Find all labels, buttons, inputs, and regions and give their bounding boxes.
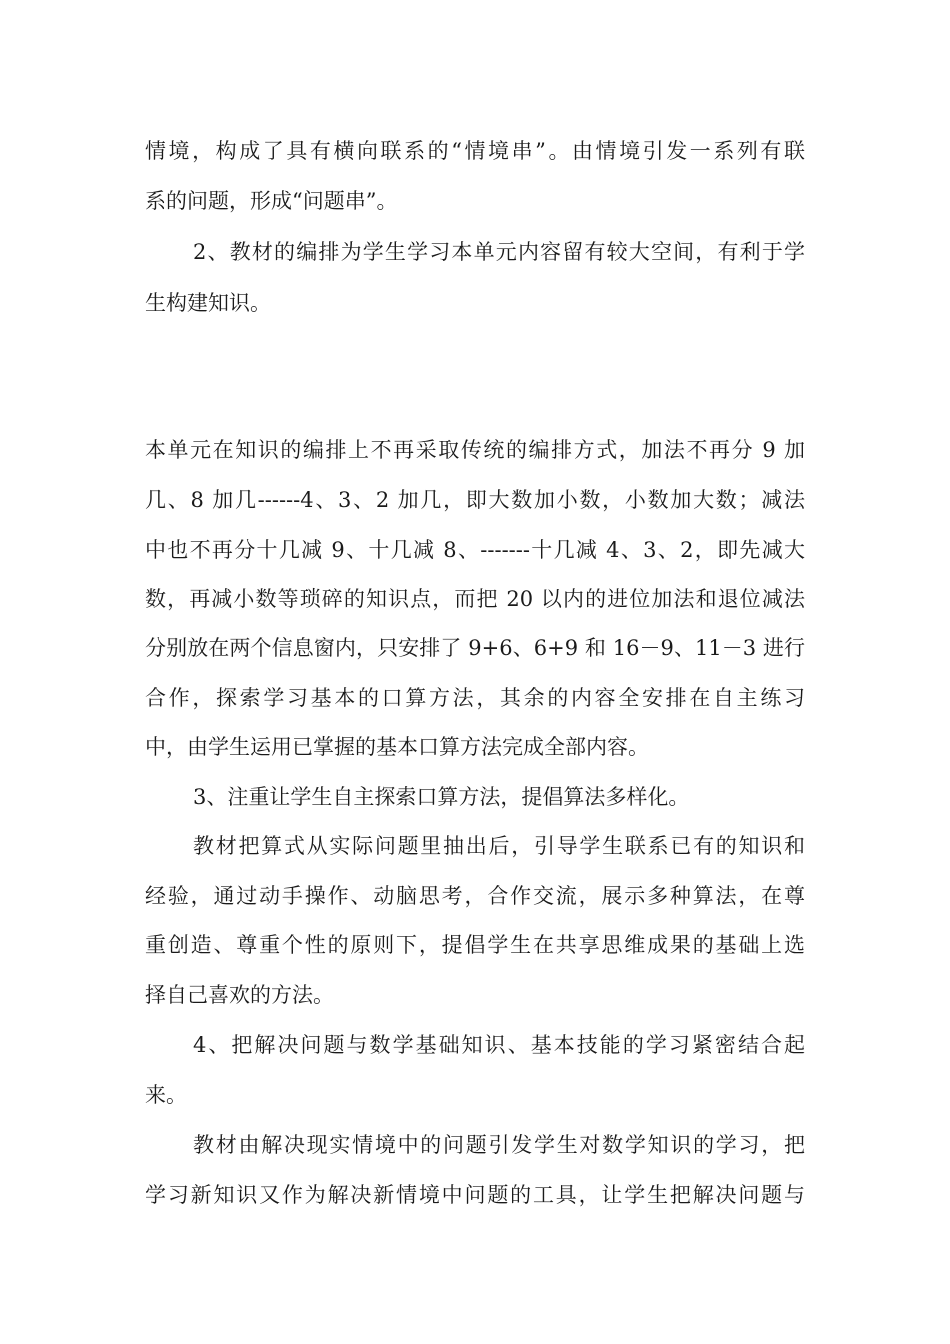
text-line: 情境，构成了具有横向联系的“情境串”。由情境引发一系列有联 [145,139,805,163]
text-line: 经验，通过动手操作、动脑思考，合作交流，展示多种算法，在尊 [145,884,805,908]
text-line: 合作，探索学习基本的口算方法，其余的内容全安排在自主练习 [145,686,805,710]
text-line: 中，由学生运用已掌握的基本口算方法完成全部内容。 [145,735,649,759]
text-line: 本单元在知识的编排上不再采取传统的编排方式，加法不再分 9 加 [145,438,805,462]
text-line: 生构建知识。 [145,291,271,315]
text-line: 重创造、尊重个性的原则下，提倡学生在共享思维成果的基础上选 [145,933,805,957]
text-line: 分别放在两个信息窗内，只安排了 9+6、6+9 和 16－9、11－3 进行 [145,636,805,660]
text-line: 来。 [145,1083,187,1107]
text-line: 4、把解决问题与数学基础知识、基本技能的学习紧密结合起 [193,1033,805,1057]
text-line: 系的问题，形成“问题串”。 [145,189,398,213]
text-line: 数，再减小数等琐碎的知识点，而把 20 以内的进位加法和退位减法 [145,587,805,611]
text-line: 几、8 加几------4、3、2 加几，即大数加小数，小数加大数；减法 [145,488,805,512]
text-line: 教材把算式从实际问题里抽出后，引导学生联系已有的知识和 [193,834,805,858]
text-line: 中也不再分十几减 9、十几减 8、-------十几减 4、3、2，即先减大 [145,538,805,562]
text-line: 3、注重让学生自主探索口算方法，提倡算法多样化。 [193,785,690,809]
text-line: 学习新知识又作为解决新情境中问题的工具，让学生把解决问题与 [145,1183,805,1207]
text-line: 择自己喜欢的方法。 [145,983,334,1007]
text-line: 2、教材的编排为学生学习本单元内容留有较大空间，有利于学 [193,240,805,264]
text-line: 教材由解决现实情境中的问题引发学生对数学知识的学习，把 [193,1133,805,1157]
